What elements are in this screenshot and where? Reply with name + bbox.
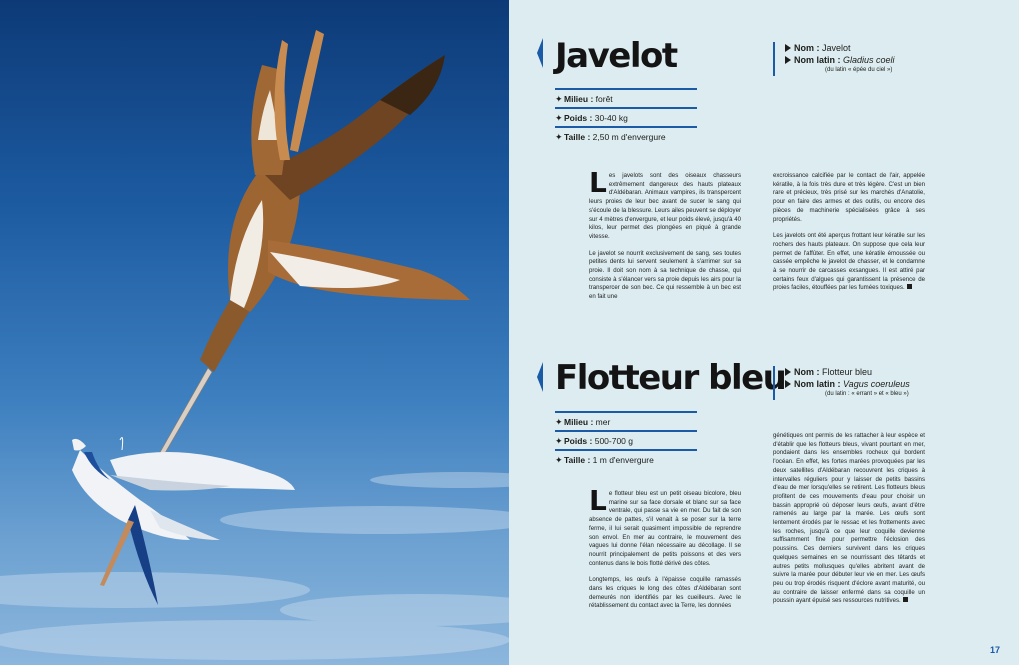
name-box [773,42,895,76]
name-label: Nom : [794,367,820,377]
entry-title: Javelot [555,36,677,76]
fact-label: Taille : [564,455,591,465]
chevron-left-icon [537,38,543,68]
bird-illustration [0,0,509,665]
name-value: Flotteur bleu [822,367,873,377]
chevron-left-icon [537,362,543,392]
javelot-bird [146,30,470,478]
fact-label: Milieu : [564,417,594,427]
body-column [773,172,925,301]
fact-row [555,107,697,126]
drop-cap: L [589,166,607,199]
fact-label: Poids : [564,436,593,446]
end-square-icon [903,597,908,602]
name-label: Nom : [794,43,820,53]
body-column [773,432,925,614]
star-bullet-icon: ✦ [555,455,563,465]
fact-label: Taille : [564,132,591,142]
clouds [0,472,509,660]
fact-value: 500-700 g [594,436,634,446]
star-bullet-icon: ✦ [555,417,563,427]
body-column [589,484,741,619]
fact-value: mer [595,417,611,427]
latin-note: (du latin : « errant » et « bleu ») [825,391,909,397]
body-column [589,166,741,310]
latin-value: Gladius coeli [843,55,895,65]
paragraph: Le javelot se nourrit exclusivement de sang, ses toutes petites dents lui servent seulement à s'arrimer sur sa proie. Il doit son nom à sa technique de chasse, qui consiste à s'élancer vers sa proie depuis les airs pour la transpercer de son bec. Ce qui ressemble à un bec est en fait une [589,249,741,301]
fact-row [555,411,697,430]
name-box [773,366,910,400]
fact-value: forêt [595,94,613,104]
latin-note: (du latin « épée du ciel ») [825,67,893,73]
star-bullet-icon: ✦ [555,132,563,142]
paragraph: génétiques ont permis de les rattacher à leur espèce et d'établir que les flotteurs bleus, vivant pourtant en mer, pondaient dans les ensembles rocheux qui bordent l'océan. En effet, les fortes marées provoquées par les deux satellites d'Aldébaran recouvrent les criques à intervalles réguliers pour y laisser de petits bassins d'eau de mer lorsqu'elles se retirent. Les flotteurs bleus profitent de ces mouvements d'eau pour choisir un bassin approprié où déposer leurs œufs, avant d'être ramenés au large par la marée. Les œufs sont lentement érodés par le ressac et les frottements avec les roches, jusqu'à ce que leur coquille devienne suffisamment fine pour permettre l'éclosion des poussins. Ces derniers survivent dans les criques quelques semaines en se nourrissant des têtards et autres petits mollusques qu'elles abritent avant de suivre la marée pour débuter leur vie en mer. Les œufs peu ou trop érodés risquent d'éclore avant maturité, ou au contraire de laisser enfermé dans sa coquille un poussin ayant épuisé ses ressources nutritives. [773,432,925,605]
fact-label: Poids : [564,113,593,123]
fact-row [555,430,697,449]
triangle-bullet-icon [785,380,791,388]
illustration-artwork [0,0,509,665]
fact-value: 30-40 kg [594,113,628,123]
latin-label: Nom latin : [794,379,841,389]
paragraph: es javelots sont des oiseaux chasseurs extrêmement dangereux des hauts plateaux d'Aldébaran. Animaux vampires, ils transpercent leurs proies de leur bec avant de sucer le sang qui s'écoule de la blessure. Leurs ailes peuvent se déployer sur 4 mètres d'envergure, et leur poids élevé, jusqu'à 40 kilos, leur permet des plongées en piqué à grande vitesse. [589,172,741,240]
latin-label: Nom latin : [794,55,841,65]
paragraph: excroissance calcifiée par le contact de l'air, appelée kératile, à la fois très dure et très légère. C'est un bien rare et précieux, très prisé sur les marchés d'Anatolie, pour en faire des armes et des outils, ou encore des pièces de machinerie spécialisées grâce à ses propriétés. [773,172,925,223]
star-bullet-icon: ✦ [555,113,563,123]
fact-row [555,449,697,468]
triangle-bullet-icon [785,368,791,376]
fact-value: 2,50 m d'envergure [592,132,666,142]
entry-title: Flotteur bleu [555,358,786,398]
facts-box [555,411,697,468]
fact-label: Milieu : [564,94,594,104]
name-value: Javelot [822,43,851,53]
paragraph: e flotteur bleu est un petit oiseau bicolore, bleu marine sur sa face dorsale et blanc sur sa face ventrale, qui passe sa vie en mer. Du fait de son absence de pattes, s'il venait à se poser sur la terre ferme, il lui serait quasiment impossible de reprendre son envol. En mer au contraire, le mouvement des vagues lui donne l'élan nécessaire au décollage. Il se nourrit principalement de petits poissons et des vers contenus dans le bois flotté dérivé des côtes. [589,490,741,567]
end-square-icon [907,284,912,289]
facts-box [555,88,697,145]
fact-value: 1 m d'envergure [592,455,654,465]
triangle-bullet-icon [785,56,791,64]
paragraph: Longtemps, les œufs à l'épaisse coquille ramassés dans les criques le long des côtes d'Aldébaran sont demeurés non identifiés par les cueilleurs. Avec le rétablissement du contact avec la Terre, les données [589,576,741,610]
paragraph: Les javelots ont été aperçus frottant leur kératile sur les rochers des hauts plateaux. On suppose que cela leur permet de l'affûter. En effet, une kératile émoussée ou cassée empêche le javelot de chasser, et le condamne à se nourrir de carcasses exsangues. Il est attiré par certains feux d'algues qui garantissent la présence de proies faciles, étouffées par les fumées toxiques. [773,232,925,292]
triangle-bullet-icon [785,44,791,52]
drop-cap: L [589,484,607,517]
page-number: 17 [989,645,1000,655]
text-page [509,0,1019,665]
fact-row [555,88,697,107]
fact-row [555,126,697,145]
latin-value: Vagus coeruleus [843,379,910,389]
star-bullet-icon: ✦ [555,436,563,446]
star-bullet-icon: ✦ [555,94,563,104]
